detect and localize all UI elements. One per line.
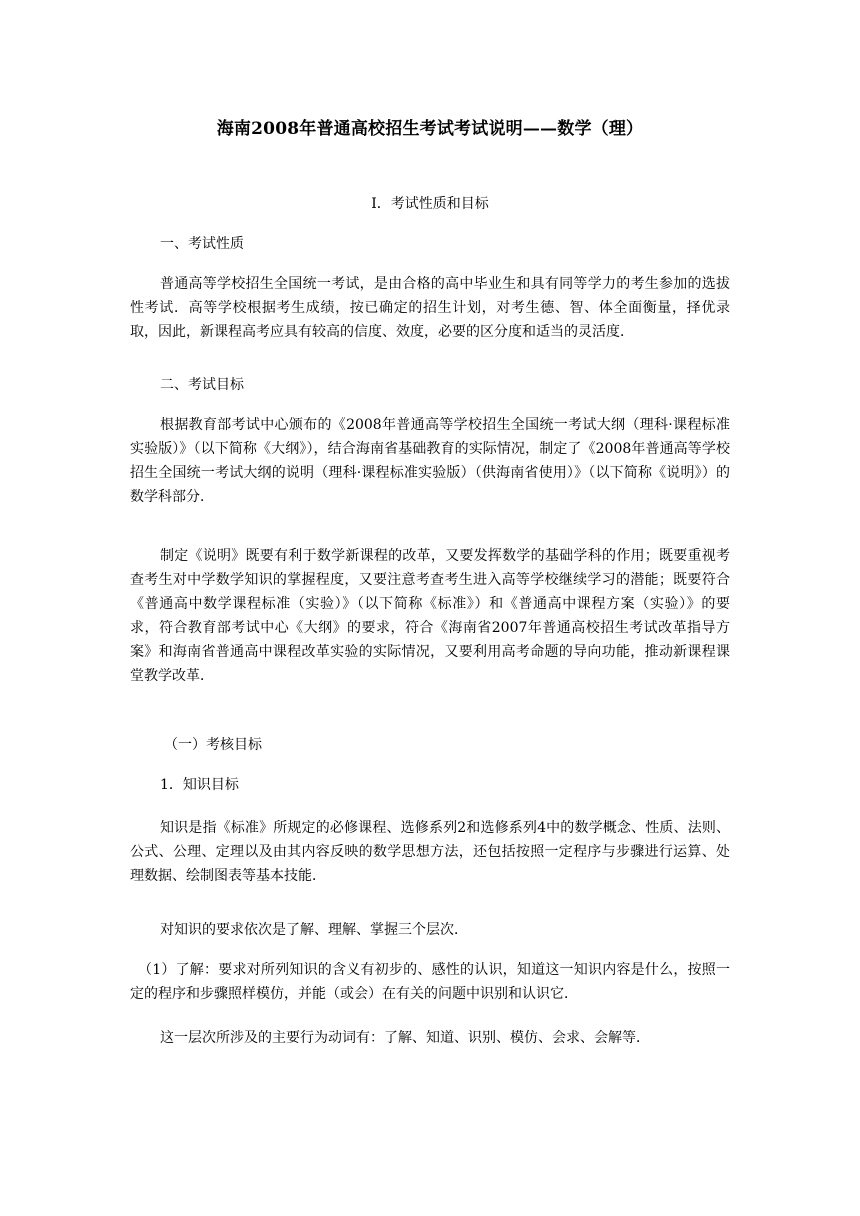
paragraph-knowledge-definition: 知识是指《标准》所规定的必修课程、选修系列2和选修系列4中的数学概念、性质、法则、公式、公理、定理以及由其内容反映的数学思想方法，还包括按照一定程序与步骤进行运算、处理数据、绘制图表等基本技能． bbox=[130, 820, 730, 884]
paragraph-exam-goals: 根据教育部考试中心颁布的《2008年普通高等学校招生全国统一考试大纲（理科·课程标准实验版）》（以下简称《大纲》），结合海南省基础教育的实际情况，制定了《2008年普通高等学校招生全国统一考试大纲的说明（理科·课程标准实验版）（供海南省使用）》（以下简称《说明》）的数学科部分． bbox=[130, 417, 730, 505]
paragraph-level-verbs: 这一层次所涉及的主要行为动词有：了解、知道、识别、模仿、会求、会解等． bbox=[160, 1030, 650, 1046]
paragraph-explanation-purpose: 制定《说明》既要有利于数学新课程的改革，又要发挥数学的基础学科的作用；既要重视考查考生对中学数学知识的掌握程度，又要注意考查考生进入高等学校继续学习的潜能；既要符合《普通高中数学课程标准（实验）》（以下简称《标准》）和《普通高中课程方案（实验）》的要求，符合教育部考试中心《大纲》的要求，符合《海南省2007年普通高校招生考试改革指导方案》和海南省普通高中课程改革实验的实际情况，又要利用高考命题的导向功能，推动新课程课堂教学改革． bbox=[130, 548, 730, 684]
paragraph-knowledge-levels: 对知识的要求依次是了解、理解、掌握三个层次． bbox=[160, 922, 468, 938]
heading-knowledge-goals: 1．知识目标 bbox=[160, 777, 239, 793]
document-title: 海南2008年普通高校招生考试考试说明——数学（理） bbox=[216, 119, 644, 139]
heading-exam-goals: 二、考试目标 bbox=[160, 377, 244, 393]
section-heading: Ⅰ．考试性质和目标 bbox=[371, 196, 489, 212]
heading-exam-nature: 一、考试性质 bbox=[160, 236, 244, 252]
heading-assessment-goals: （一）考核目标 bbox=[164, 737, 262, 753]
paragraph-level-understand: （1）了解：要求对所列知识的含义有初步的、感性的认识，知道这一知识内容是什么，按照一定的程序和步骤照样模仿，并能（或会）在有关的问题中识别和认识它． bbox=[130, 962, 730, 1002]
paragraph-exam-nature: 普通高等学校招生全国统一考试，是由合格的高中毕业生和具有同等学力的考生参加的选拔性考试．高等学校根据考生成绩，按已确定的招生计划，对考生德、智、体全面衡量，择优录取，因此，新课程高考应具有较高的信度、效度，必要的区分度和适当的灵活度． bbox=[130, 276, 730, 340]
